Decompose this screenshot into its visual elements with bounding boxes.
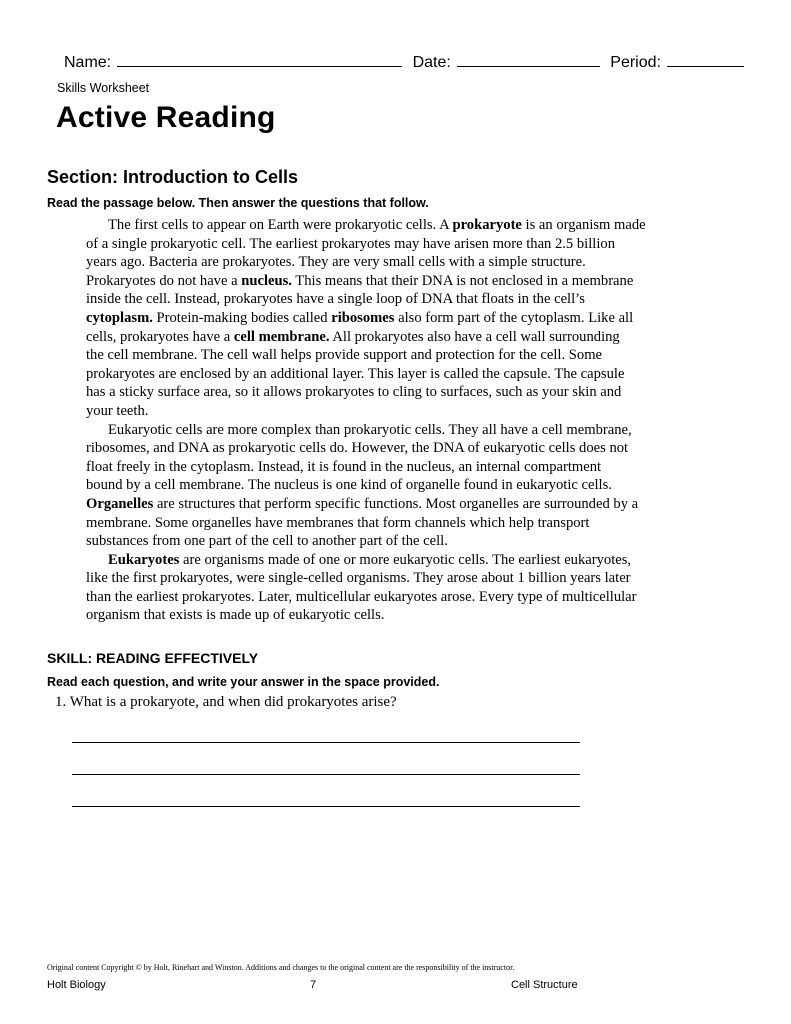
date-blank[interactable] bbox=[457, 52, 600, 67]
passage-line bbox=[86, 439, 702, 458]
passage-text: The first cells to appear on Earth were prokaryotic cells. A bbox=[108, 217, 453, 233]
question-instructions: Read each question, and write your answer in the space provided. bbox=[47, 675, 440, 689]
passage-line bbox=[86, 551, 702, 570]
passage-text: are structures that perform specific functions. Most organelles are surrounded by a bbox=[153, 495, 639, 512]
passage-text: This means that their DNA is not enclosed in a membrane bbox=[291, 272, 634, 289]
vocabulary-term: ribosomes bbox=[331, 309, 395, 326]
passage-text: All prokaryotes also have a cell wall surrounding bbox=[329, 328, 620, 345]
question-1: 1. What is a prokaryote, and when did prokaryotes arise? bbox=[55, 694, 397, 710]
passage-line bbox=[86, 235, 702, 254]
passage-text: Prokaryotes do not have a bbox=[86, 272, 242, 289]
vocabulary-term: prokaryote bbox=[452, 217, 522, 233]
passage-line bbox=[86, 365, 702, 384]
passage-text: the cell membrane. The cell wall helps provide support and protection for the cell. Some bbox=[86, 347, 603, 364]
passage-line bbox=[86, 569, 702, 588]
answer-line-3[interactable] bbox=[72, 806, 580, 807]
answer-line-1[interactable] bbox=[72, 742, 580, 743]
passage-text: organism that exists is made up of eukaryotic cells. bbox=[86, 607, 385, 624]
passage-line bbox=[86, 290, 702, 309]
passage-line bbox=[86, 421, 702, 440]
passage-line bbox=[86, 253, 702, 272]
passage-instructions: Read the passage below. Then answer the questions that follow. bbox=[47, 196, 429, 210]
passage-text: are organisms made of one or more eukaryotic cells. The earliest eukaryotes, bbox=[179, 551, 632, 568]
passage-line bbox=[86, 402, 702, 421]
passage-text: also form part of the cytoplasm. Like all bbox=[394, 309, 634, 326]
passage-text: of a single prokaryotic cell. The earliest prokaryotes may have arisen more than 2.5 billion bbox=[86, 235, 615, 252]
passage-line bbox=[86, 328, 702, 347]
name-blank[interactable] bbox=[117, 52, 402, 67]
date-label: Date: bbox=[412, 54, 451, 71]
name-label: Name: bbox=[64, 54, 112, 71]
section-title: Section: Introduction to Cells bbox=[47, 167, 298, 187]
vocabulary-term: cell membrane. bbox=[233, 328, 330, 345]
passage-text: substances from one part of the cell to another part of the cell. bbox=[86, 533, 448, 550]
passage-line bbox=[86, 458, 702, 477]
period-blank[interactable] bbox=[667, 52, 744, 67]
worksheet-type-label: Skills Worksheet bbox=[57, 81, 150, 95]
vocabulary-term: cytoplasm. bbox=[86, 309, 153, 326]
reading-passage bbox=[86, 216, 702, 625]
vocabulary-term: Eukaryotes bbox=[108, 551, 180, 568]
passage-line bbox=[86, 514, 702, 533]
answer-line-2[interactable] bbox=[72, 774, 580, 775]
passage-text: inside the cell. Instead, prokaryotes have a single loop of DNA that floats in the cell’s bbox=[86, 291, 585, 308]
copyright-notice: Original content Copyright © by Holt, Rinehart and Winston. Additions and changes to the original content are the responsibility of the instructor. bbox=[47, 963, 515, 972]
passage-text: cells, prokaryotes have a bbox=[86, 328, 234, 345]
passage-text: like the first prokaryotes, were single-celled organisms. They arose about 1 billion years later bbox=[86, 570, 631, 587]
passage-text: has a sticky surface area, so it allows prokaryotes to cling to surfaces, such as your skin and bbox=[86, 384, 622, 401]
passage-text: Eukaryotic cells are more complex than prokaryotic cells. They all have a cell membrane, bbox=[108, 421, 632, 438]
passage-line bbox=[86, 383, 702, 402]
passage-line bbox=[86, 309, 702, 328]
passage-text: prokaryotes are enclosed by an additional layer. This layer is called the capsule. The capsule bbox=[86, 365, 625, 382]
passage-text: membrane. Some organelles have membranes that form channels which help transport bbox=[86, 514, 590, 531]
vocabulary-term: Organelles bbox=[86, 495, 154, 512]
vocabulary-term: nucleus. bbox=[241, 272, 292, 289]
footer-book-title: Holt Biology bbox=[47, 979, 106, 991]
skill-heading: SKILL: READING EFFECTIVELY bbox=[47, 650, 259, 666]
passage-text: float freely in the cytoplasm. Instead, it is found in the nucleus, an internal compartment bbox=[86, 458, 602, 475]
passage-text: is an organism made bbox=[521, 217, 646, 233]
passage-text: Protein-making bodies called bbox=[152, 309, 332, 326]
passage-text: than the earliest prokaryotes. Later, multicellular eukaryotes arose. Every type of multicellular bbox=[86, 588, 637, 605]
passage-text: bound by a cell membrane. The nucleus is one kind of organelle found in eukaryotic cells. bbox=[86, 477, 612, 494]
passage-text: your teeth. bbox=[86, 402, 149, 419]
page-number: 7 bbox=[310, 979, 317, 991]
passage-line bbox=[86, 216, 702, 235]
page-title: Active Reading bbox=[56, 101, 276, 134]
passage-line bbox=[86, 476, 702, 495]
passage-text: ribosomes, and DNA as prokaryotic cells do. However, the DNA of eukaryotic cells does not bbox=[86, 440, 629, 457]
passage-line bbox=[86, 606, 702, 625]
footer-chapter-title: Cell Structure bbox=[511, 979, 578, 991]
passage-line bbox=[86, 272, 702, 291]
period-label: Period: bbox=[610, 54, 661, 71]
passage-line bbox=[86, 588, 702, 607]
passage-line bbox=[86, 346, 702, 365]
passage-text: years ago. Bacteria are prokaryotes. They are very small cells with a simple structure. bbox=[86, 254, 586, 271]
passage-line bbox=[86, 532, 702, 551]
passage-line bbox=[86, 495, 702, 514]
student-info-line bbox=[64, 52, 744, 72]
